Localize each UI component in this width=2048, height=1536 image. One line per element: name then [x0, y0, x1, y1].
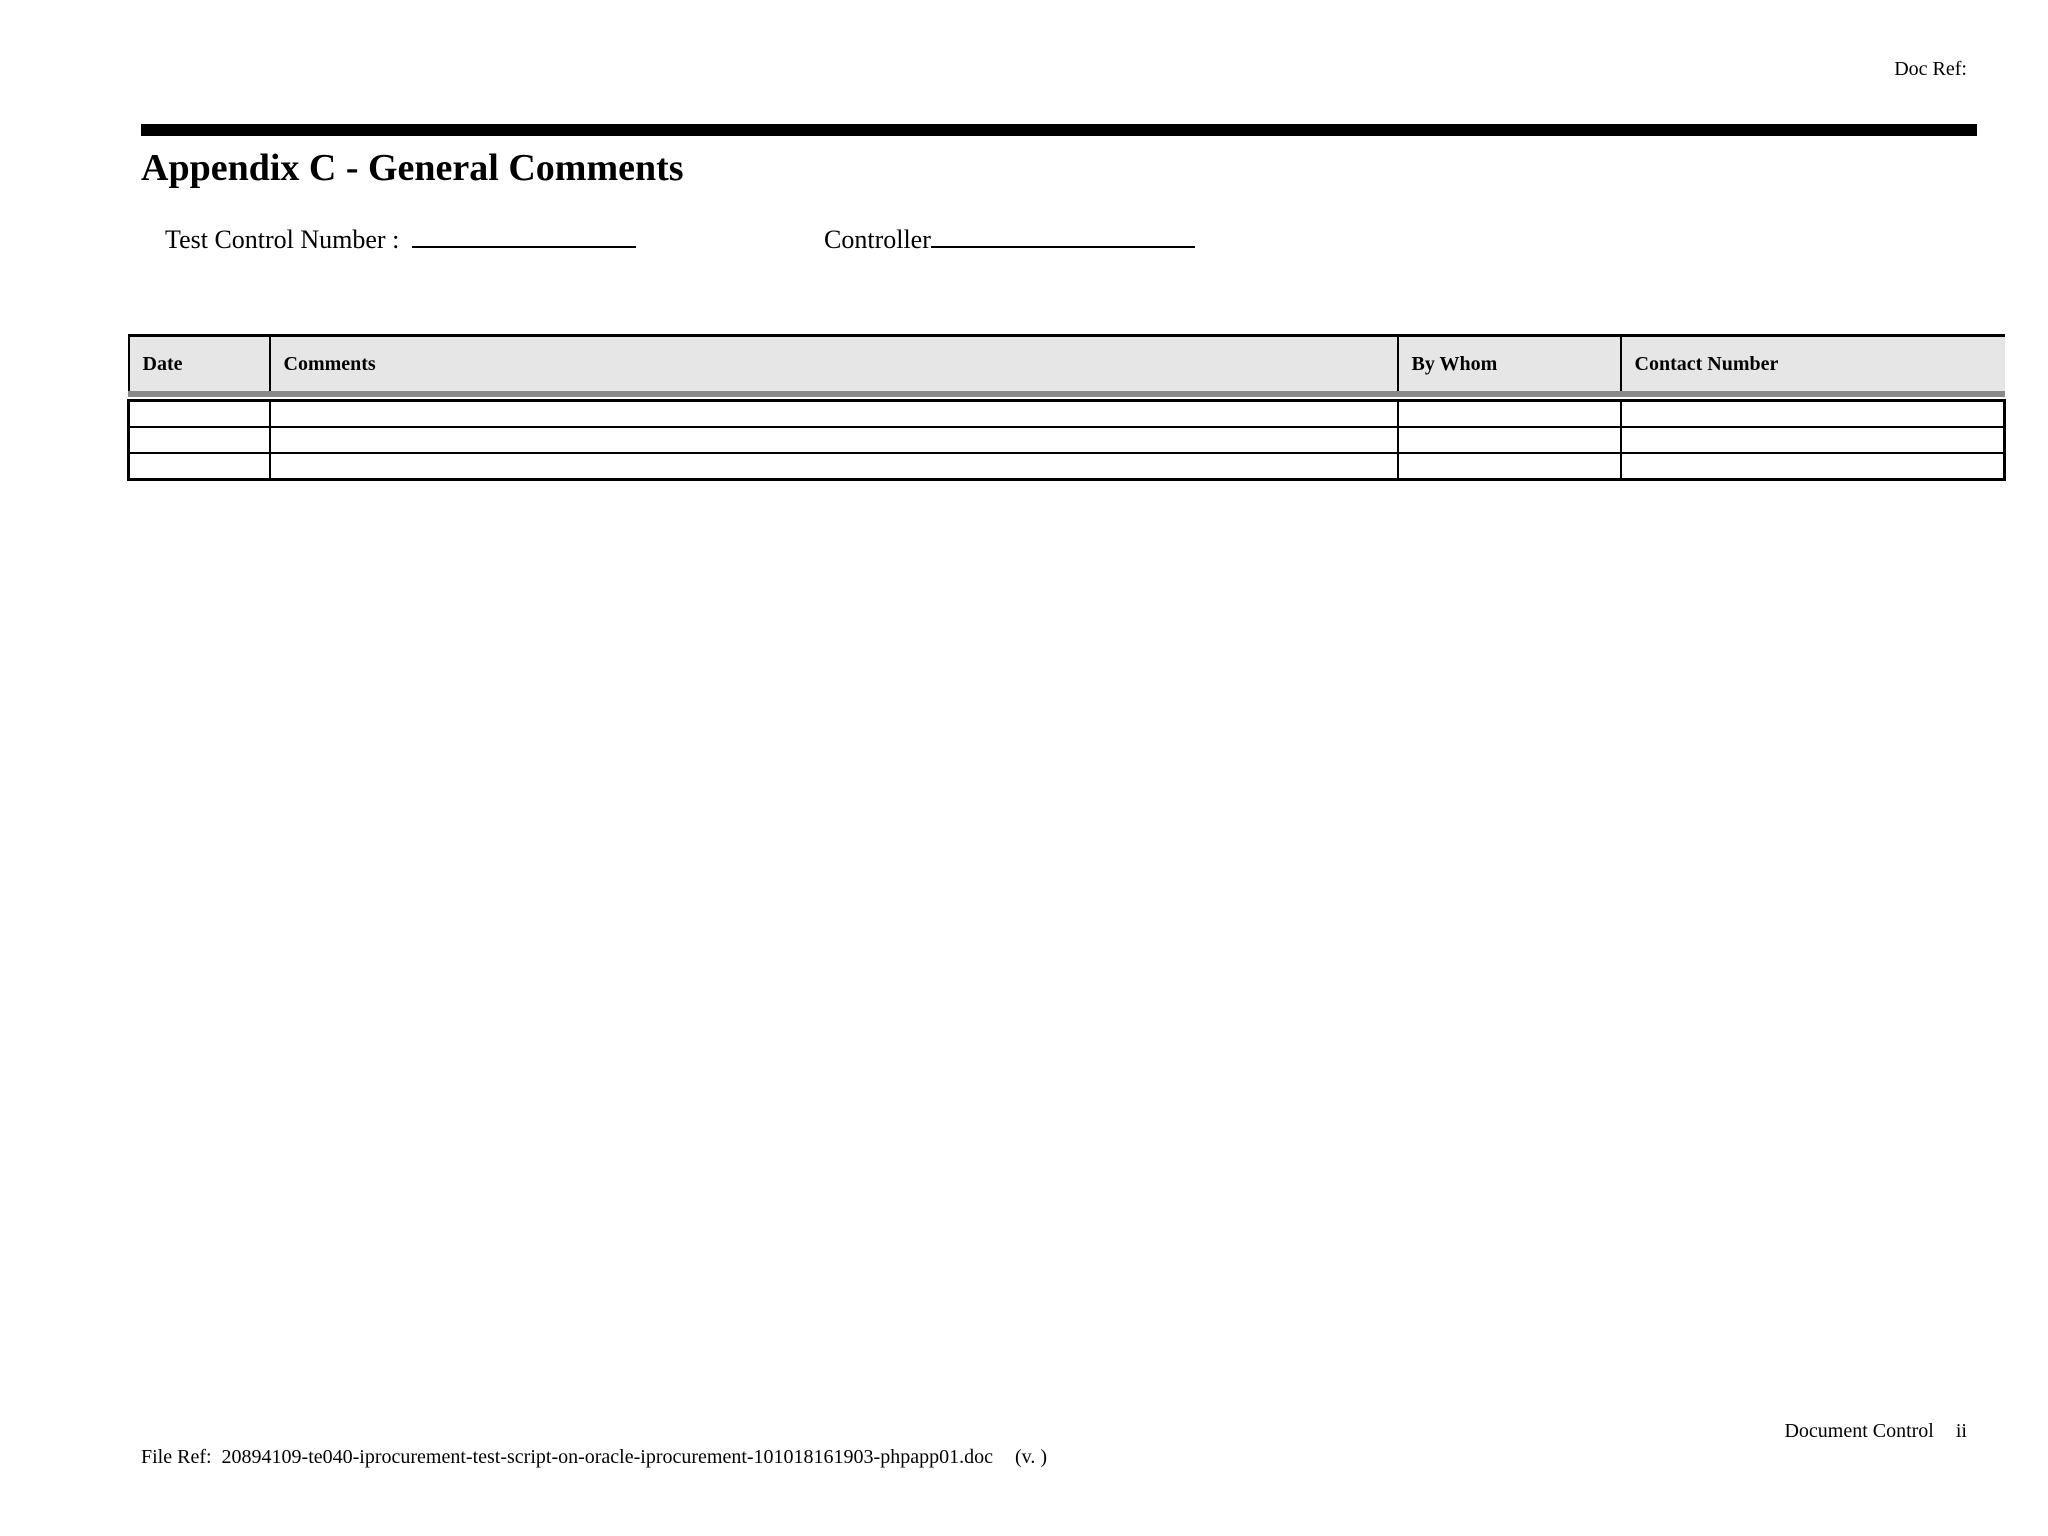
- footer-section: [1784, 1420, 1967, 1443]
- controller-field: [824, 222, 1195, 255]
- contact-number-cell[interactable]: [1621, 453, 2005, 480]
- table-header-row: [129, 336, 2005, 395]
- test-control-number-label: Test Control Number :: [165, 225, 406, 254]
- file-name: 20894109-te040-iprocurement-test-script-on-oracle-iprocurement-101018161903-phpapp01.doc: [221, 1446, 993, 1468]
- table-row: [129, 453, 2005, 480]
- comments-table: [127, 334, 2006, 481]
- comments-cell[interactable]: [270, 453, 1398, 480]
- contact-number-cell[interactable]: [1621, 401, 2005, 428]
- header-rule: [141, 124, 1977, 136]
- column-header-date: Date: [129, 336, 270, 395]
- column-header-by-whom: By Whom: [1398, 336, 1621, 395]
- by-whom-cell[interactable]: [1398, 453, 1621, 480]
- by-whom-cell[interactable]: [1398, 401, 1621, 428]
- table-row: [129, 401, 2005, 428]
- page-title: Appendix C - General Comments: [141, 147, 684, 189]
- page-number: ii: [1955, 1420, 1967, 1442]
- footer-file-ref: [141, 1446, 1047, 1469]
- contact-number-cell[interactable]: [1621, 427, 2005, 453]
- date-cell[interactable]: [129, 427, 270, 453]
- table-row: [129, 427, 2005, 453]
- date-cell[interactable]: [129, 453, 270, 480]
- comments-cell[interactable]: [270, 427, 1398, 453]
- test-control-number-line[interactable]: [412, 222, 636, 248]
- controller-line[interactable]: [931, 222, 1195, 248]
- test-control-number-field: [165, 222, 636, 255]
- column-header-contact-number: Contact Number: [1621, 336, 2005, 395]
- comments-cell[interactable]: [270, 401, 1398, 428]
- by-whom-cell[interactable]: [1398, 427, 1621, 453]
- controller-label: Controller: [824, 225, 931, 254]
- date-cell[interactable]: [129, 401, 270, 428]
- column-header-comments: Comments: [270, 336, 1398, 395]
- doc-ref: Doc Ref:: [1894, 58, 1967, 80]
- file-version: (v. ): [1014, 1446, 1048, 1468]
- footer-section-title: Document Control: [1784, 1420, 1934, 1442]
- file-ref-label: File Ref:: [141, 1446, 212, 1468]
